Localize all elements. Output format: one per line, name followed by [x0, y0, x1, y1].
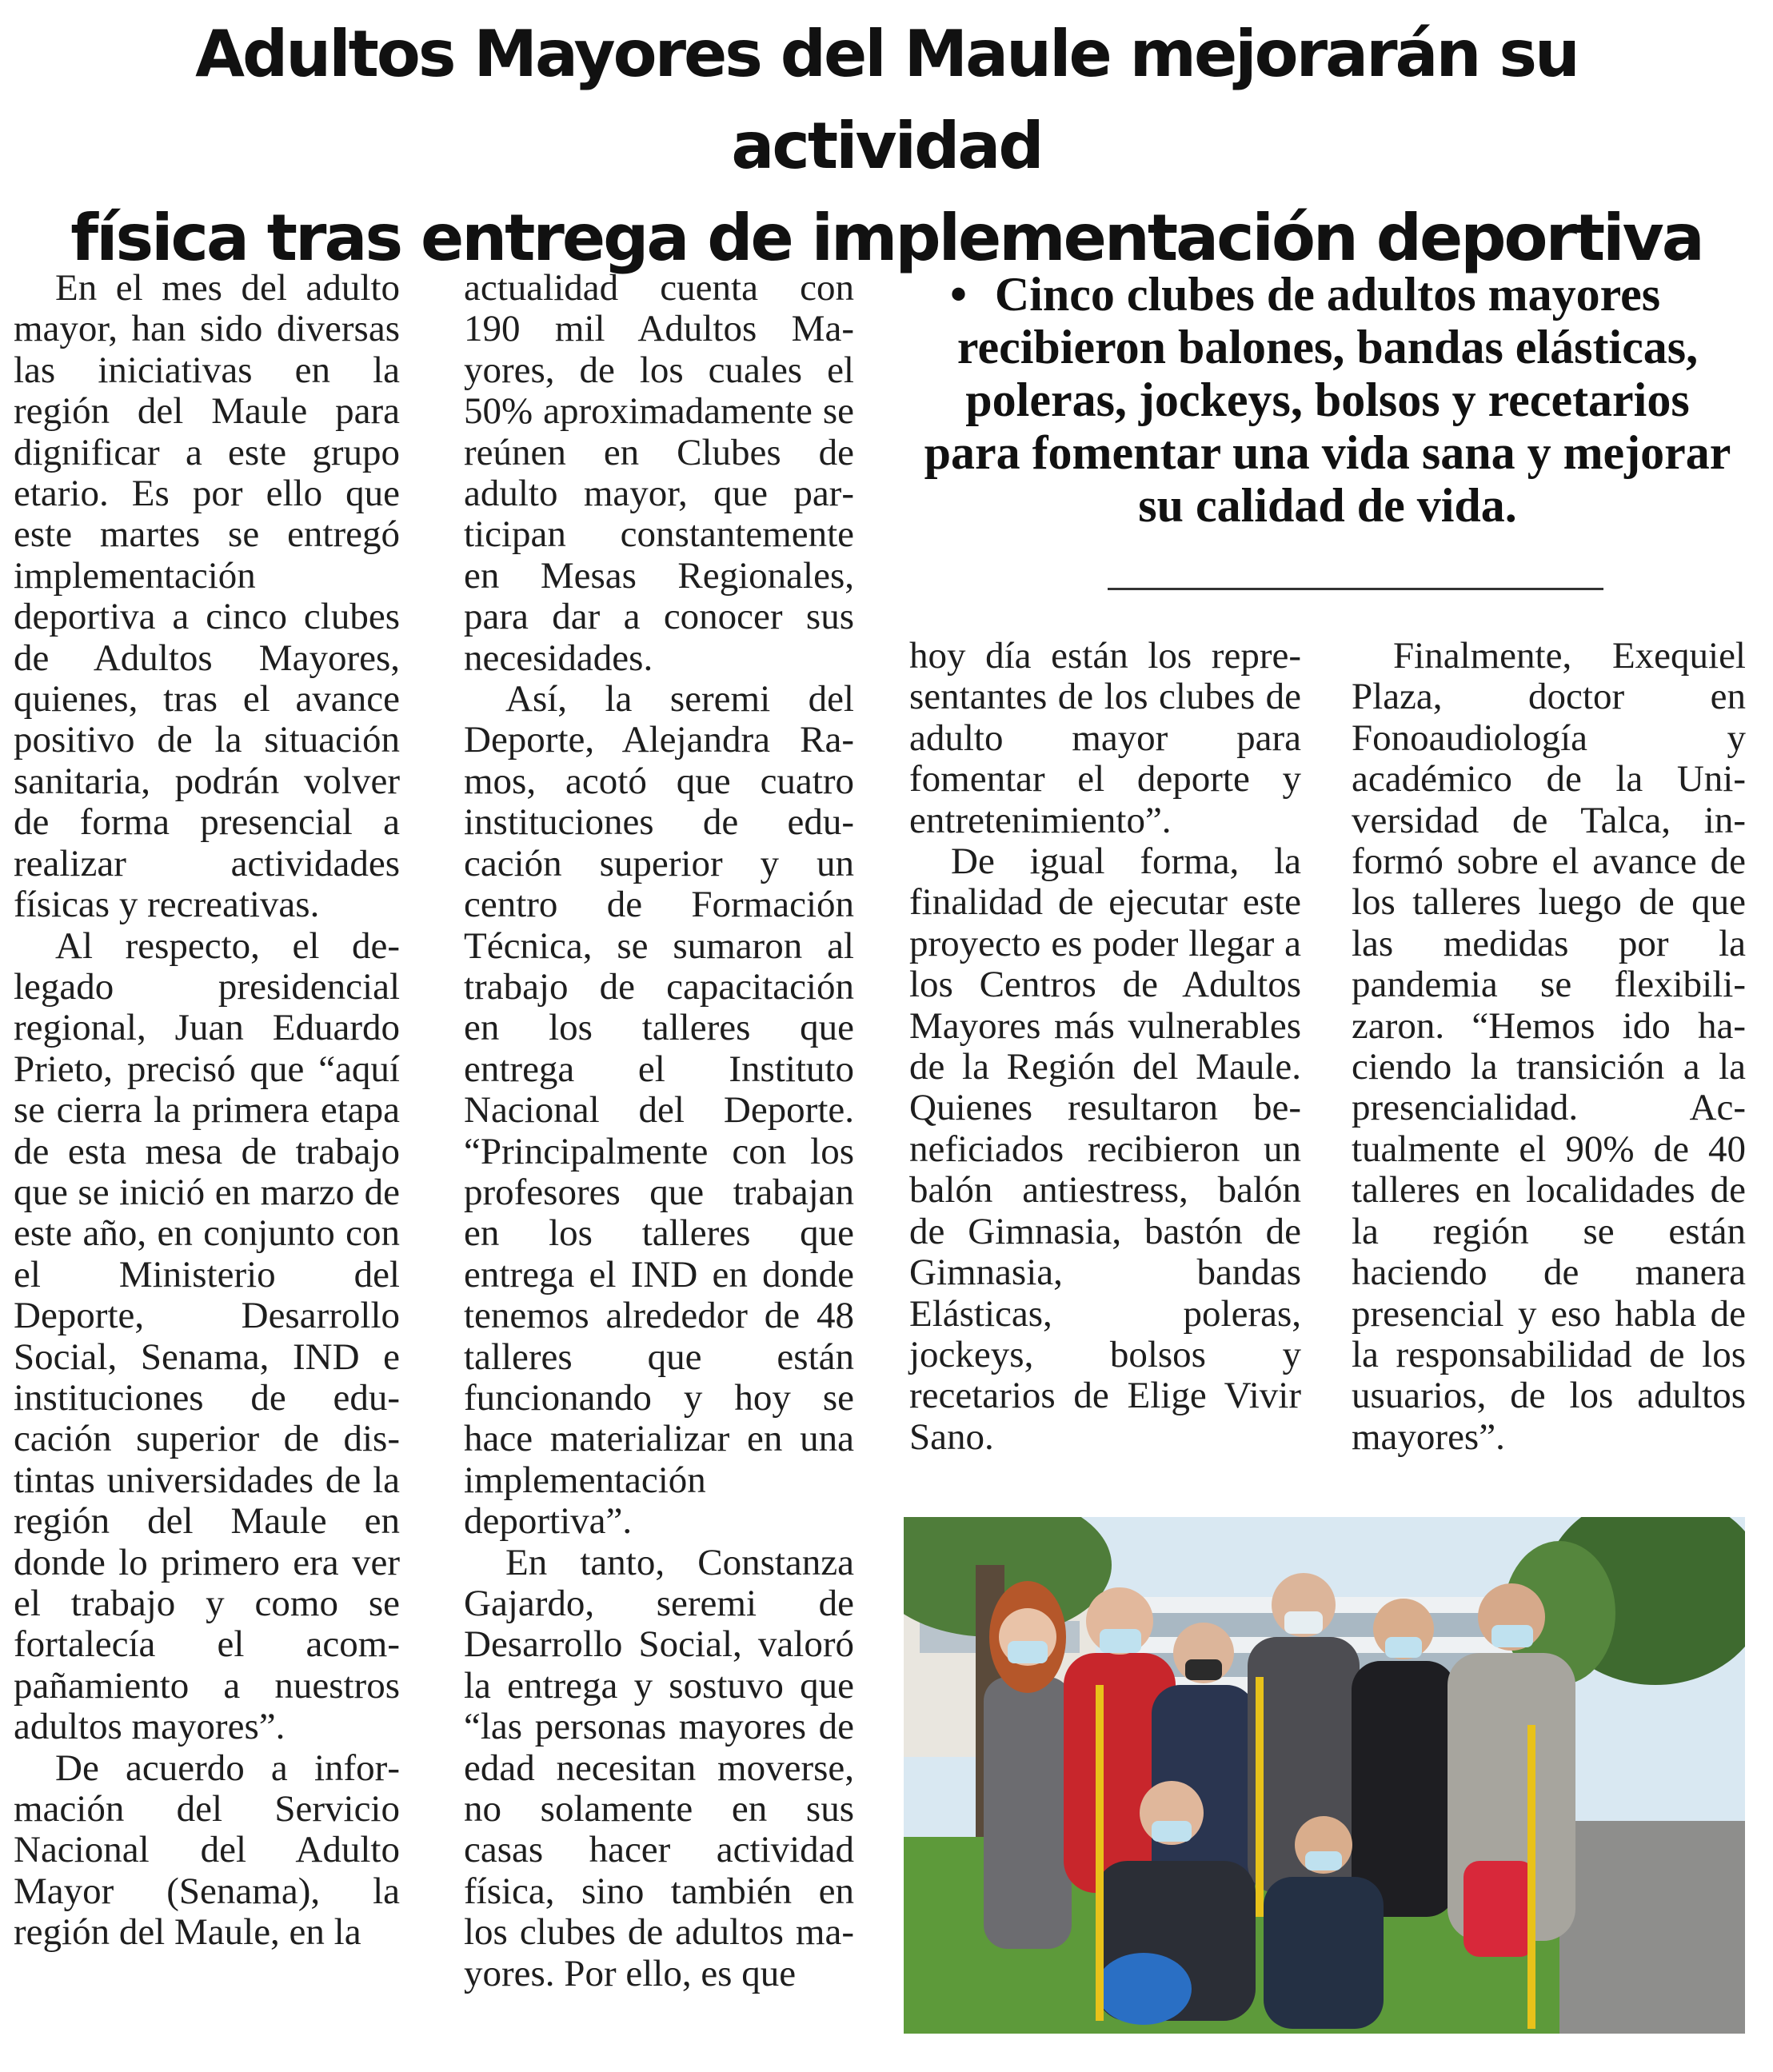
paragraph: En tanto, Constanza Gajardo, seremi de Desarrollo Social, valoró la entrega y sostuvo que “las personas mayores de edad necesitan moverse, no solamente en sus casas hacer actividad física, sino también en los clubes de adultos mayores. Por ello, es que [464, 1541, 854, 1994]
paragraph: De igual forma, la finalidad de ejecutar este proyecto es poder llegar a los Centros de Adultos Mayores más vulnerables de la Región del Maule. Quienes resultaron beneficiados recibieron un balón antiestress, balón de Gimnasia, bastón de Gimnasia, bandas Elásticas, poleras, jockeys, bolsos y recetarios de Elige Vivir Sano. [909, 840, 1301, 1458]
group-photo [904, 1517, 1745, 2034]
bullet-icon: • [950, 268, 968, 321]
paragraph: Finalmente, Exequiel Plaza, doctor en Fonoaudiología y académico de la Universidad de Talca, informó sobre el avance de los talleres luego de que las medidas por la pandemia se flexibilizaron. “Hemos ido haciendo la transición a la presencialidad. Actualmente el 90% de 40 talleres en localidades de la región se están haciendo de manera presencial y eso habla de la responsabilidad de los usuarios, de los adultos mayores”. [1352, 635, 1746, 1458]
group-photo-illustration [904, 1517, 1745, 2034]
paragraph: actualidad cuenta con 190 mil Adultos Mayores, de los cuales el 50% aproximadamente se reúnen en Clubes de adulto mayor, que participan constantemente en Mesas Regionales, para dar a conocer sus necesidades. [464, 267, 854, 679]
subhead-callout [912, 268, 1743, 532]
paragraph: hoy día están los representantes de los clubes de adulto mayor para fomentar el deporte y entretenimiento”. [909, 635, 1301, 841]
headline-line-2: física tras entrega de implementación deportiva [70, 201, 1703, 275]
paragraph: De acuerdo a información del Servicio Nacional del Adulto Mayor (Senama), la región del Maule, en la [14, 1747, 400, 1954]
headline [32, 8, 1741, 275]
article-column-3 [909, 636, 1301, 1499]
paragraph: Al respecto, el delegado presidencial regional, Juan Eduardo Prieto, precisó que “aquí se cierra la primera etapa de esta mesa de trabajo que se inició en marzo de este año, en conjunto con el Ministerio del Deporte, Desarrollo Social, Senama, IND e instituciones de educación superior de distintas universidades de la región del Maule en donde lo primero era ver el trabajo y como se fortalecía el acompañamiento a nuestros adultos mayores”. [14, 924, 400, 1748]
article-column-1 [14, 268, 400, 2027]
headline-line-1: Adultos Mayores del Maule mejorarán su actividad [195, 17, 1578, 183]
paragraph: Así, la seremi del Deporte, Alejandra Ramos, acotó que cuatro instituciones de educación superior y un centro de Formación Técnica, se sumaron al trabajo de capacitación en los talleres que entrega el Instituto Nacional del Deporte. “Principalmente con los profesores que trabajan en los talleres que entrega el IND en donde tenemos alrededor de 48 talleres que están funcionando y hoy se hace materializar en una implementación deportiva”. [464, 678, 854, 1543]
article-column-4 [1352, 636, 1746, 1499]
article-column-2 [464, 268, 854, 2027]
subhead-text: Cinco clubes de adultos mayores recibieron balones, bandas elásticas, poleras, jockeys, bolsos y recetarios para fomentar una vida sana y mejorar su calidad de vida. [924, 268, 1731, 532]
subhead-divider [1108, 588, 1603, 590]
paragraph: En el mes del adulto mayor, han sido diversas las iniciativas en la región del Maule para dignificar a este grupo etario. Es por ello que este martes se entregó implementación deportiva a cinco clubes de Adultos Mayores, quienes, tras el avance positivo de la situación sanitaria, podrán volver de forma presencial a realizar actividades físicas y recreativas. [14, 267, 400, 926]
